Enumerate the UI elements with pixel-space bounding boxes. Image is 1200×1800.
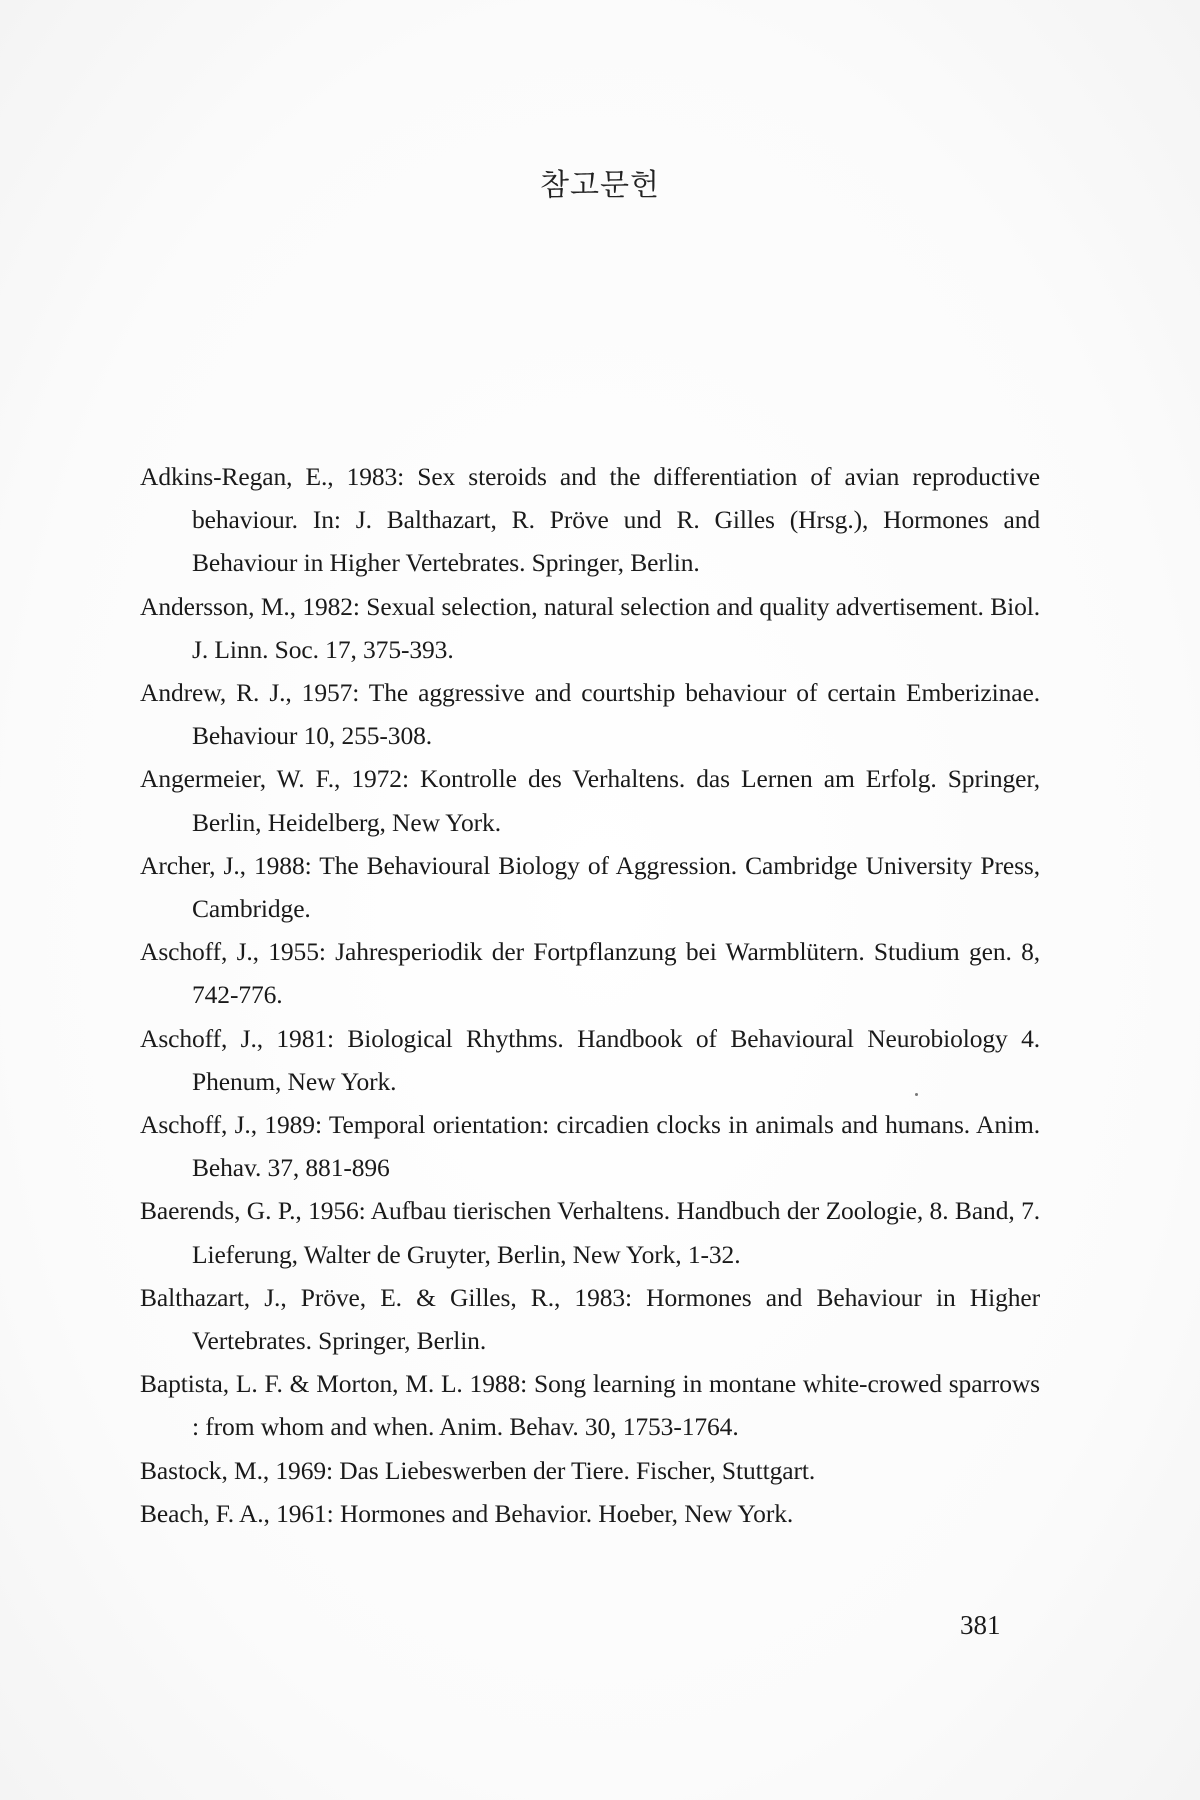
reference-entry: Andersson, M., 1982: Sexual selection, natural selection and quality advertisement. Biol. J. Linn. Soc. 17, 375-393. — [140, 591, 1040, 664]
reference-entry: Bastock, M., 1969: Das Liebeswerben der Tiere. Fischer, Stuttgart. — [140, 1455, 816, 1485]
reference-entry: Andrew, R. J., 1957: The aggressive and courtship behaviour of certain Emberizinae. Behaviour 10, 255-308. — [140, 678, 1040, 751]
page-number: 381 — [960, 1610, 1001, 1640]
reference-entry: Baerends, G. P., 1956: Aufbau tierischen Verhaltens. Handbuch der Zoologie, 8. Band, 7. Lieferung, Walter de Gruyter, Berlin, New York, 1-32. — [140, 1196, 1040, 1269]
reference-entry: Adkins-Regan, E., 1983: Sex steroids and the differentiation of avian reproductive behaviour. In: J. Balthazart, R. Pröve und R. Gilles (Hrsg.), Hormones and Behaviour in Higher Vertebrates. Springer, Berlin. — [140, 462, 1040, 578]
reference-entry: Archer, J., 1988: The Behavioural Biology of Aggression. Cambridge University Press, Cambridge. — [140, 850, 1040, 924]
reference-entry: Baptista, L. F. & Morton, M. L. 1988: Song learning in montane white-crowed sparrows : from whom and when. Anim. Behav. 30, 1753-1764. — [140, 1369, 1040, 1442]
reference-list — [140, 455, 1040, 1535]
reference-entry: Aschoff, J., 1981: Biological Rhythms. Handbook of Behavioural Neurobiology 4. Phenum, New York. — [140, 1023, 1040, 1096]
page-title: 참고문헌 — [540, 168, 660, 203]
reference-entry: Balthazart, J., Pröve, E. & Gilles, R., 1983: Hormones and Behaviour in Higher Vertebrates. Springer, Berlin. — [140, 1282, 1040, 1356]
reference-entry: Angermeier, W. F., 1972: Kontrolle des Verhaltens. das Lernen am Erfolg. Springer, Berlin, Heidelberg, New York. — [140, 764, 1040, 837]
reference-entry: Aschoff, J., 1955: Jahresperiodik der Fortpflanzung bei Warmblütern. Studium gen. 8, 742-776. — [140, 937, 1040, 1010]
reference-entry: Beach, F. A., 1961: Hormones and Behavior. Hoeber, New York. — [140, 1498, 794, 1528]
scan-speck — [915, 1093, 918, 1096]
reference-entry: Aschoff, J., 1989: Temporal orientation: circadien clocks in animals and humans. Anim. Behav. 37, 881-896 — [140, 1110, 1040, 1183]
